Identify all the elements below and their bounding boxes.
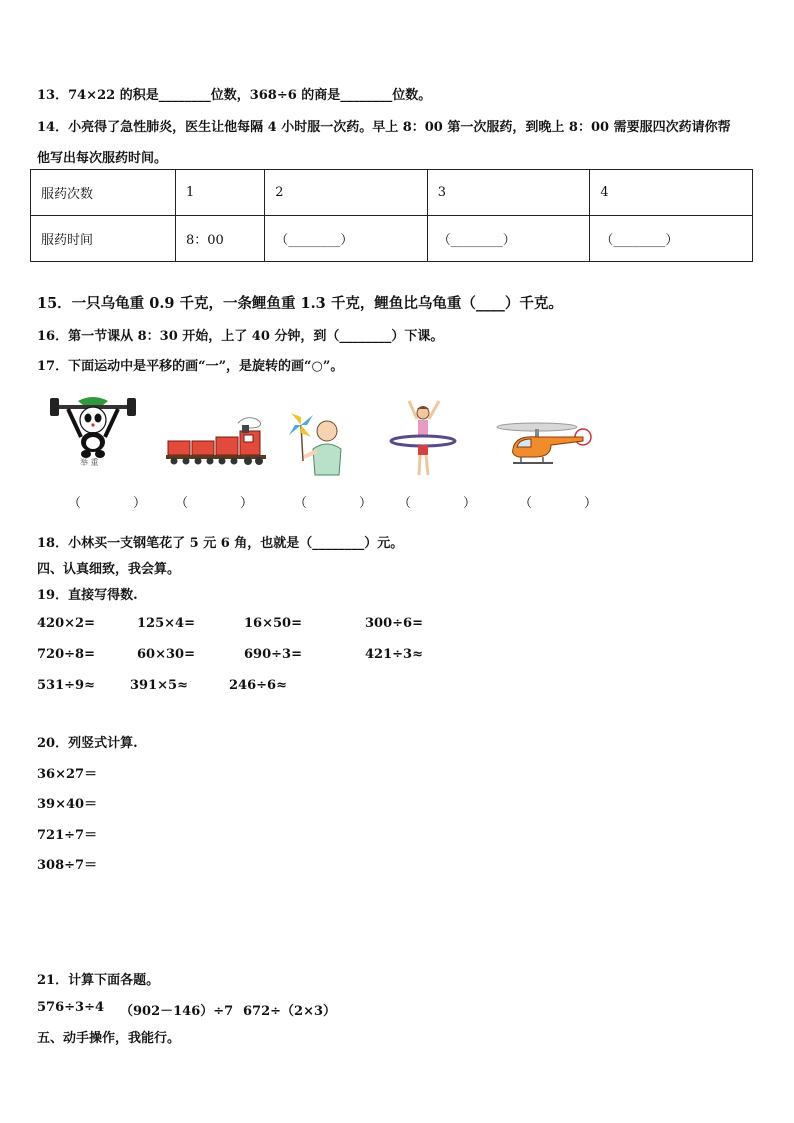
- calc-item: 420×2=: [37, 616, 95, 631]
- question-15: 15．一只乌龟重 0.9 千克，一条鲤鱼重 1.3 千克，鲤鱼比乌龟重（____）千克。: [37, 295, 563, 312]
- calc-item: （902－146）÷7: [120, 1004, 234, 1019]
- section-5-heading: 五、动手操作，我能行。: [37, 1031, 181, 1046]
- table-row: [31, 170, 753, 216]
- calc-item: 690÷3=: [244, 647, 302, 662]
- question-17: 17．下面运动中是平移的画“一”，是旋转的画“○”。: [37, 359, 344, 374]
- question-18: 18．小林买一支钢笔花了 5 元 6 角，也就是（________）元。: [37, 536, 404, 551]
- table-cell: （________）: [265, 216, 428, 262]
- section-4-heading: 四、认真细致，我会算。: [37, 562, 181, 577]
- calc-item: 60×30=: [137, 647, 195, 662]
- vertical-calc-item: 36×27＝: [37, 767, 98, 782]
- answer-blank-1[interactable]: （ ）: [68, 496, 147, 511]
- calc-item: 720÷8=: [37, 647, 95, 662]
- helicopter-icon: [495, 419, 595, 471]
- question-14-line1: 14．小亮得了急性肺炎，医生让他每隔 4 小时服一次药。早上 8：00 第一次服药，到晚上 8：00 需要服四次药请你帮: [37, 120, 731, 135]
- question-13: 13．74×22 的积是________位数，368÷6 的商是________位数。: [37, 88, 432, 103]
- train-icon: [166, 415, 268, 467]
- girl-hula-hoop-icon: [389, 397, 459, 479]
- table-cell: 2: [265, 170, 428, 216]
- calc-item: 672÷（2×3）: [243, 1004, 337, 1019]
- table-cell: 1: [176, 170, 265, 216]
- table-cell: 4: [590, 170, 753, 216]
- calc-item: 246÷6≈: [229, 678, 287, 693]
- table-cell: （________）: [590, 216, 753, 262]
- table-cell: 8：00: [176, 216, 265, 262]
- answer-blank-3[interactable]: （ ）: [294, 496, 373, 511]
- answer-blank-4[interactable]: （ ）: [398, 496, 477, 511]
- question-19: 19．直接写得数.: [37, 588, 138, 603]
- answer-blank-2[interactable]: （ ）: [175, 496, 254, 511]
- calc-item: 125×4=: [137, 616, 195, 631]
- calc-item: 576÷3÷4: [37, 1000, 105, 1015]
- answer-blank-5[interactable]: （ ）: [519, 496, 598, 511]
- question-20: 20．列竖式计算.: [37, 736, 138, 751]
- calc-item: 300÷6=: [365, 616, 423, 631]
- question-21: 21．计算下面各题。: [37, 973, 160, 988]
- medication-table: [30, 169, 753, 262]
- calc-item: 421÷3≈: [365, 647, 423, 662]
- panda-caption: 举 重: [80, 458, 99, 467]
- vertical-calc-item: 308÷7＝: [37, 858, 98, 873]
- table-cell: 3: [427, 170, 590, 216]
- question-14-line2: 他写出每次服药时间。: [37, 151, 168, 166]
- vertical-calc-item: 721÷7＝: [37, 828, 98, 843]
- table-cell: 服药次数: [31, 170, 176, 216]
- question-16: 16．第一节课从 8：30 开始，上了 40 分钟，到（________）下课。: [37, 329, 444, 344]
- motion-pictures: [0, 395, 794, 475]
- table-cell: 服药时间: [31, 216, 176, 262]
- boy-pinwheel-icon: [287, 405, 347, 477]
- calc-item: 531÷9≈: [37, 678, 95, 693]
- calc-item: 16×50=: [244, 616, 302, 631]
- table-cell: （________）: [427, 216, 590, 262]
- calc-item: 391×5≈: [130, 678, 188, 693]
- table-row: [31, 216, 753, 262]
- vertical-calc-item: 39×40＝: [37, 797, 98, 812]
